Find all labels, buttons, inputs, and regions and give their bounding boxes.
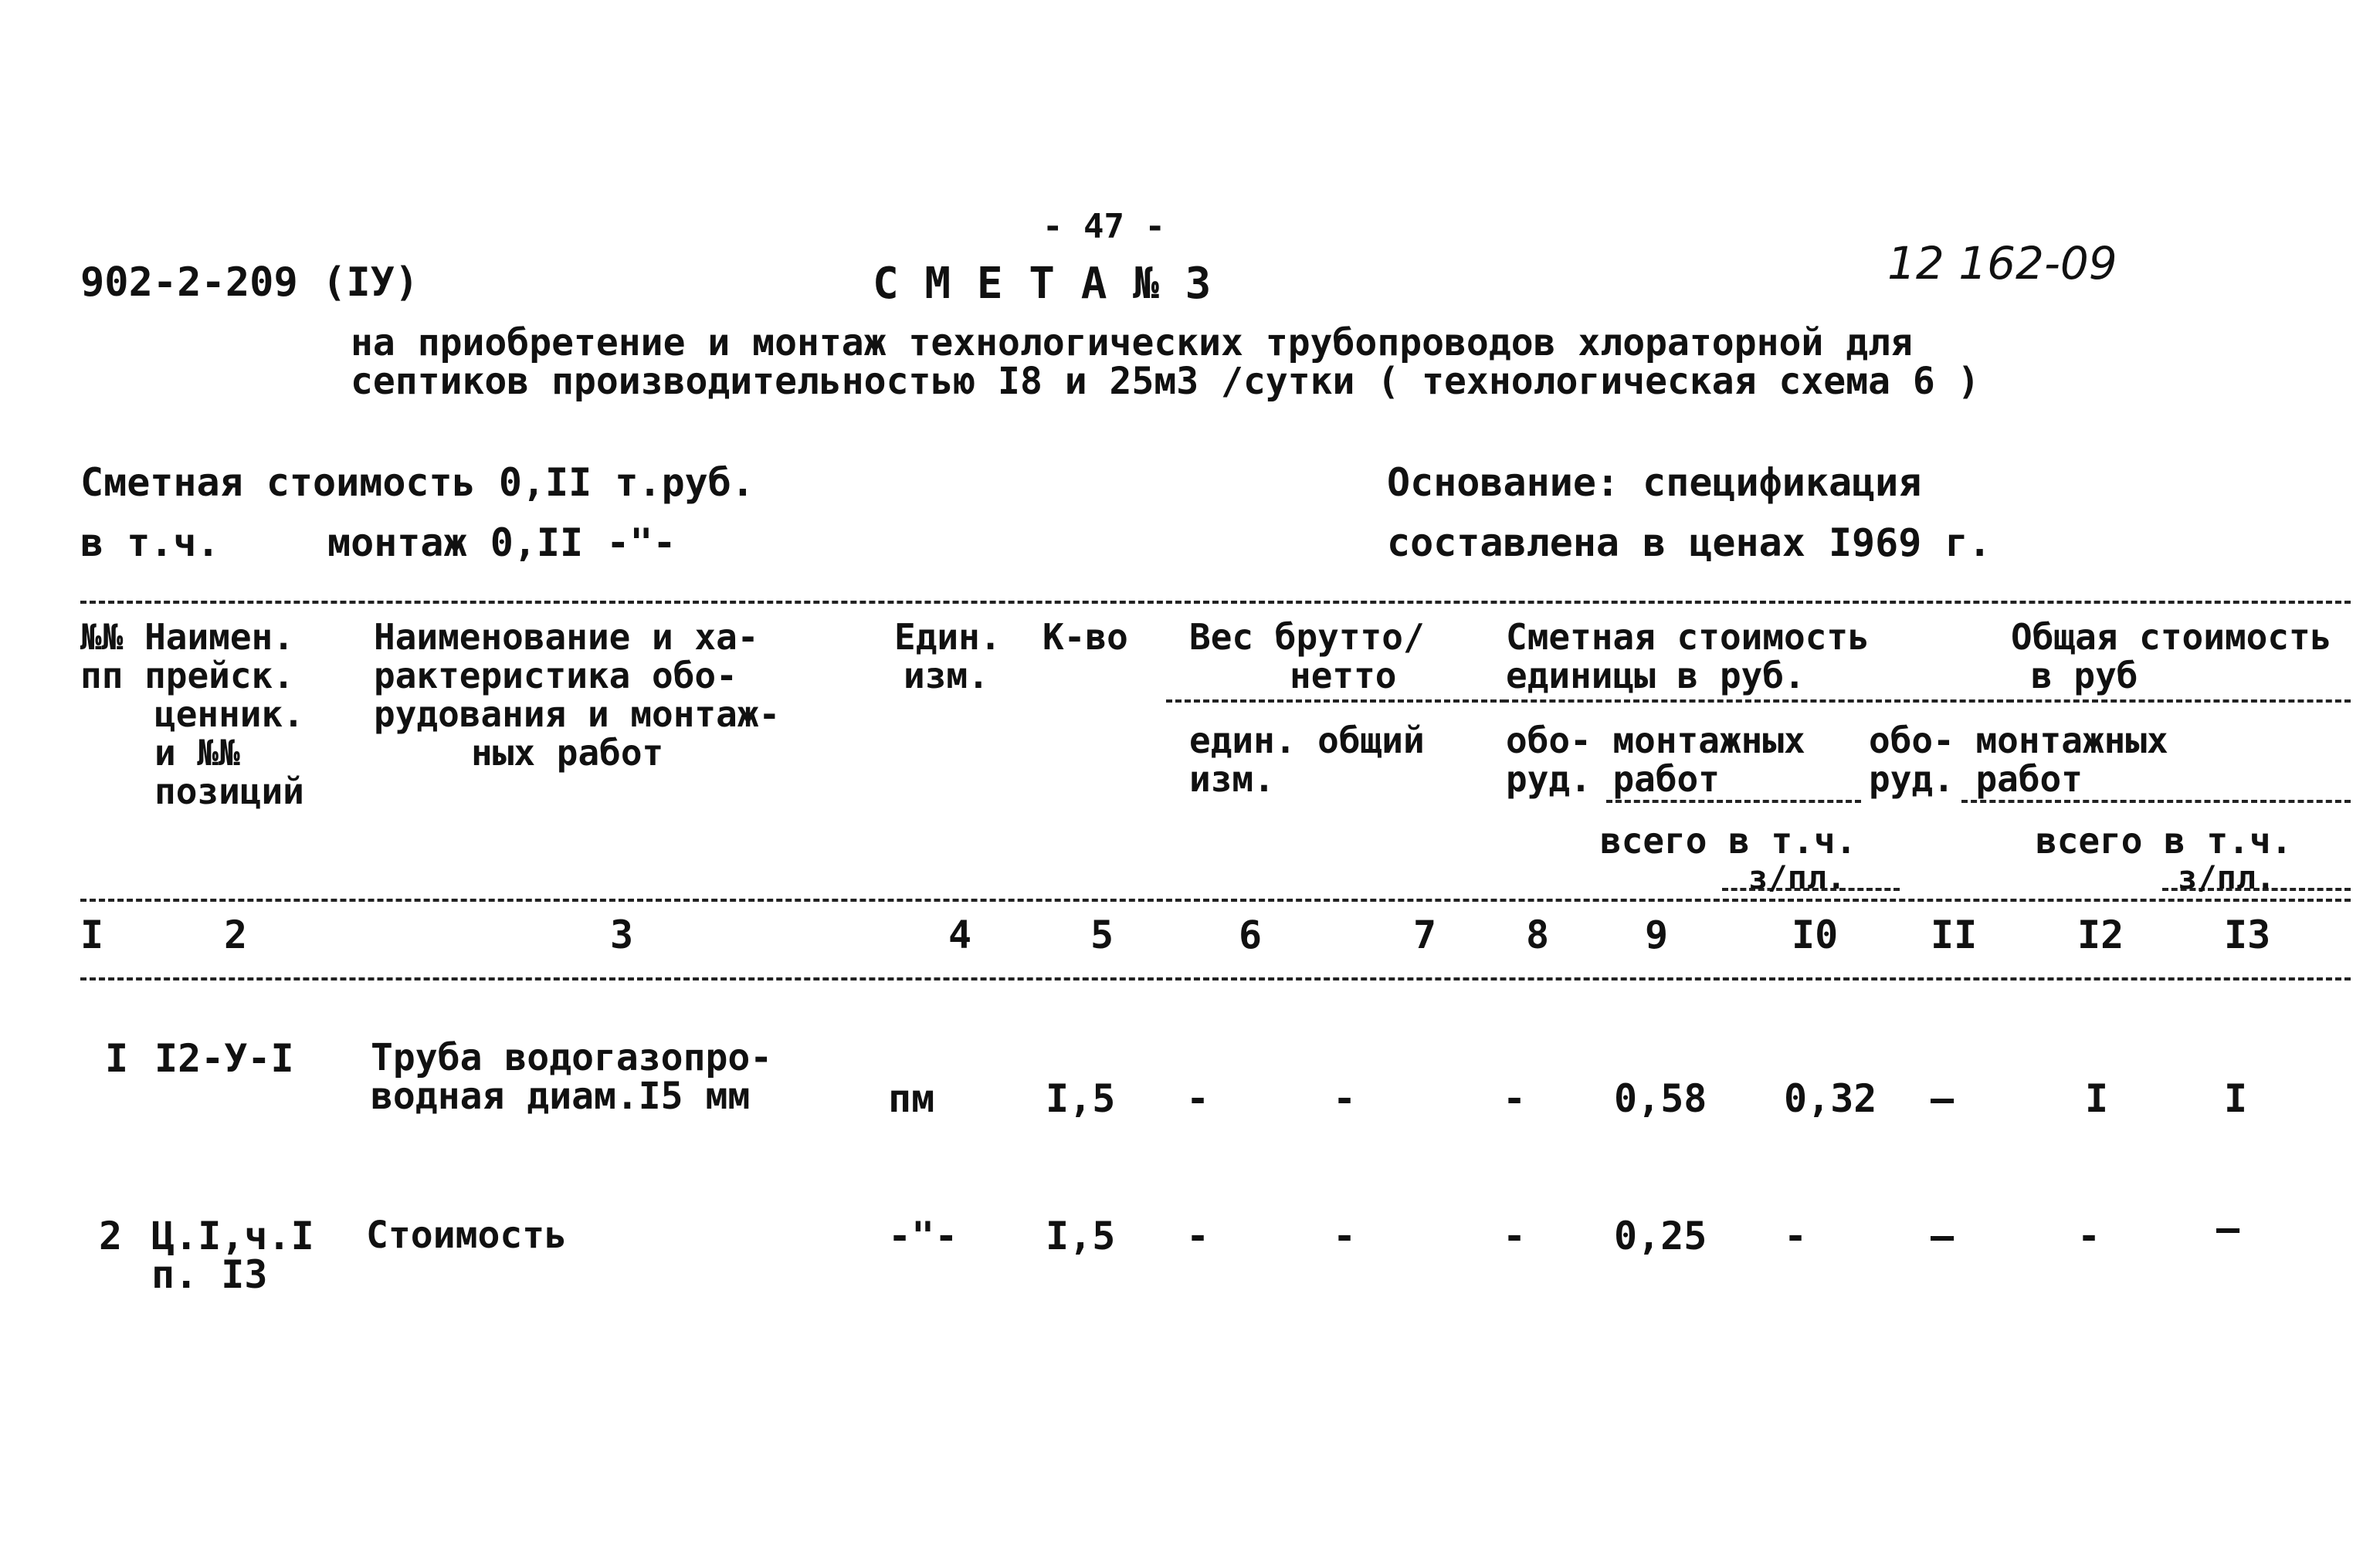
price-reference: I2-У-I — [154, 1036, 294, 1081]
unit-cost-installation-total: 0,58 — [1614, 1076, 1707, 1121]
document-code: 902-2-209 (IУ) — [80, 259, 419, 306]
header-col-1-line-4: и №№ — [154, 732, 240, 774]
price-reference-line-1: Ц.I,ч.I — [151, 1214, 314, 1258]
header-weight-top-2: нетто — [1290, 655, 1397, 696]
column-number: 2 — [224, 913, 248, 957]
basis: Основание: спецификация — [1387, 460, 1922, 505]
header-weight-top-1: Вес брутто/ — [1189, 616, 1425, 658]
header-unit-cost-sub2-2: з/пл. — [1748, 859, 1846, 896]
prices-year: составлена в ценах I969 г. — [1387, 520, 1992, 565]
total-cost-sub-rule — [1961, 800, 2351, 803]
unit: -"- — [888, 1214, 958, 1258]
unit-cost-installation-total: 0,25 — [1614, 1214, 1707, 1258]
header-total-cost-sub2-2: з/пл. — [2178, 859, 2276, 896]
unit-cost-equipment: - — [1503, 1076, 1527, 1121]
table-header-bottom-rule — [80, 899, 2351, 902]
column-number: 4 — [948, 913, 972, 957]
header-total-cost-top-2: в руб — [2031, 655, 2138, 696]
header-total-cost-sub-1: обо- монтажных — [1869, 720, 2168, 761]
column-number: 9 — [1645, 913, 1669, 957]
header-unit-cost-sub-2: руд. работ — [1506, 758, 1720, 800]
header-col-4-line-1: Един. — [894, 616, 1002, 658]
header-unit-cost-top-1: Сметная стоимость — [1506, 616, 1870, 658]
header-col-3-line-3: рудования и монтаж- — [374, 693, 781, 735]
column-number: 7 — [1413, 913, 1437, 957]
estimated-cost: Сметная стоимость 0,II т.руб. — [80, 460, 754, 505]
including-label: в т.ч. — [80, 520, 220, 565]
total-cost-installation-wages: — — [2216, 1206, 2240, 1251]
header-weight-sub-1: един. общий — [1189, 720, 1425, 761]
quantity: I,5 — [1046, 1076, 1116, 1121]
header-unit-cost-top-2: единицы в руб. — [1506, 655, 1805, 696]
total-cost-equipment: — — [1931, 1076, 1955, 1121]
price-reference-line-2: п. I3 — [151, 1252, 268, 1297]
header-total-cost-sub2-1: всего в т.ч. — [2036, 820, 2293, 862]
weight-header-rule — [1166, 699, 1506, 703]
table-colnum-bottom-rule — [80, 977, 2351, 980]
weight-unit: - — [1186, 1076, 1210, 1121]
header-weight-sub-2: изм. — [1189, 758, 1275, 800]
column-number: 3 — [610, 913, 634, 957]
handwritten-code: 12 162-09 — [1887, 237, 2117, 290]
including-installation: монтаж 0,II -"- — [327, 520, 676, 565]
item-name-line-1: Труба водогазопро- — [371, 1036, 773, 1079]
header-col-1-line-1: №№ Наимен. — [80, 616, 294, 658]
header-col-4-line-2: изм. — [904, 655, 989, 696]
unit-cost-equipment: - — [1503, 1214, 1527, 1258]
row-number: I — [105, 1036, 129, 1081]
unit-cost-sub-rule — [1606, 800, 1861, 803]
header-col-1-line-2: пп прейск. — [80, 655, 294, 696]
header-col-3-line-4: ных работ — [471, 732, 664, 774]
header-col-1-line-3: ценник. — [154, 693, 304, 735]
header-col-3-line-1: Наименование и ха- — [374, 616, 759, 658]
page-number: - 47 - — [1043, 207, 1165, 246]
header-unit-cost-sub-1: обо- монтажных — [1506, 720, 1805, 761]
unit: пм — [888, 1076, 935, 1121]
header-total-cost-top-1: Общая стоимость — [2011, 616, 2332, 658]
total-cost-header-rule — [2008, 699, 2351, 703]
quantity: I,5 — [1046, 1214, 1116, 1258]
total-cost-installation-total: - — [2077, 1214, 2101, 1258]
column-number: I0 — [1792, 913, 1839, 957]
header-col-1-line-5: позиций — [154, 770, 304, 812]
weight-total: - — [1333, 1214, 1357, 1258]
total-cost-equipment: — — [1931, 1214, 1955, 1258]
header-total-cost-sub-2: руд. работ — [1869, 758, 2083, 800]
unit-cost-installation-wages: 0,32 — [1784, 1076, 1877, 1121]
column-number: 8 — [1526, 913, 1550, 957]
page-title: С М Е Т А № 3 — [873, 259, 1212, 309]
subtitle-line-1: на приобретение и монтаж технологических трубопроводов хлораторной для — [351, 321, 1913, 364]
weight-total: - — [1333, 1076, 1357, 1121]
row-number: 2 — [99, 1214, 123, 1258]
header-unit-cost-sub2-1: всего в т.ч. — [1600, 820, 1857, 862]
column-number: 5 — [1090, 913, 1114, 957]
column-number: 6 — [1239, 913, 1263, 957]
total-cost-installation-total: I — [2085, 1076, 2109, 1121]
unit-cost-header-rule — [1503, 699, 2012, 703]
subtitle-line-2: септиков производительностью I8 и 25м3 /сутки ( технологическая схема 6 ) — [351, 360, 1980, 403]
weight-unit: - — [1186, 1214, 1210, 1258]
item-name-line-1: Стоимость — [366, 1214, 568, 1257]
table-top-rule — [80, 601, 2351, 604]
column-number: I3 — [2224, 913, 2271, 957]
unit-cost-installation-wages: - — [1784, 1214, 1808, 1258]
item-name-line-2: водная диам.I5 мм — [371, 1075, 751, 1118]
header-col-5: К-во — [1043, 616, 1128, 658]
column-number: I — [80, 913, 104, 957]
header-col-3-line-2: рактеристика обо- — [374, 655, 737, 696]
total-cost-installation-wages: I — [2224, 1076, 2248, 1121]
column-number: II — [1931, 913, 1978, 957]
column-number: I2 — [2077, 913, 2124, 957]
